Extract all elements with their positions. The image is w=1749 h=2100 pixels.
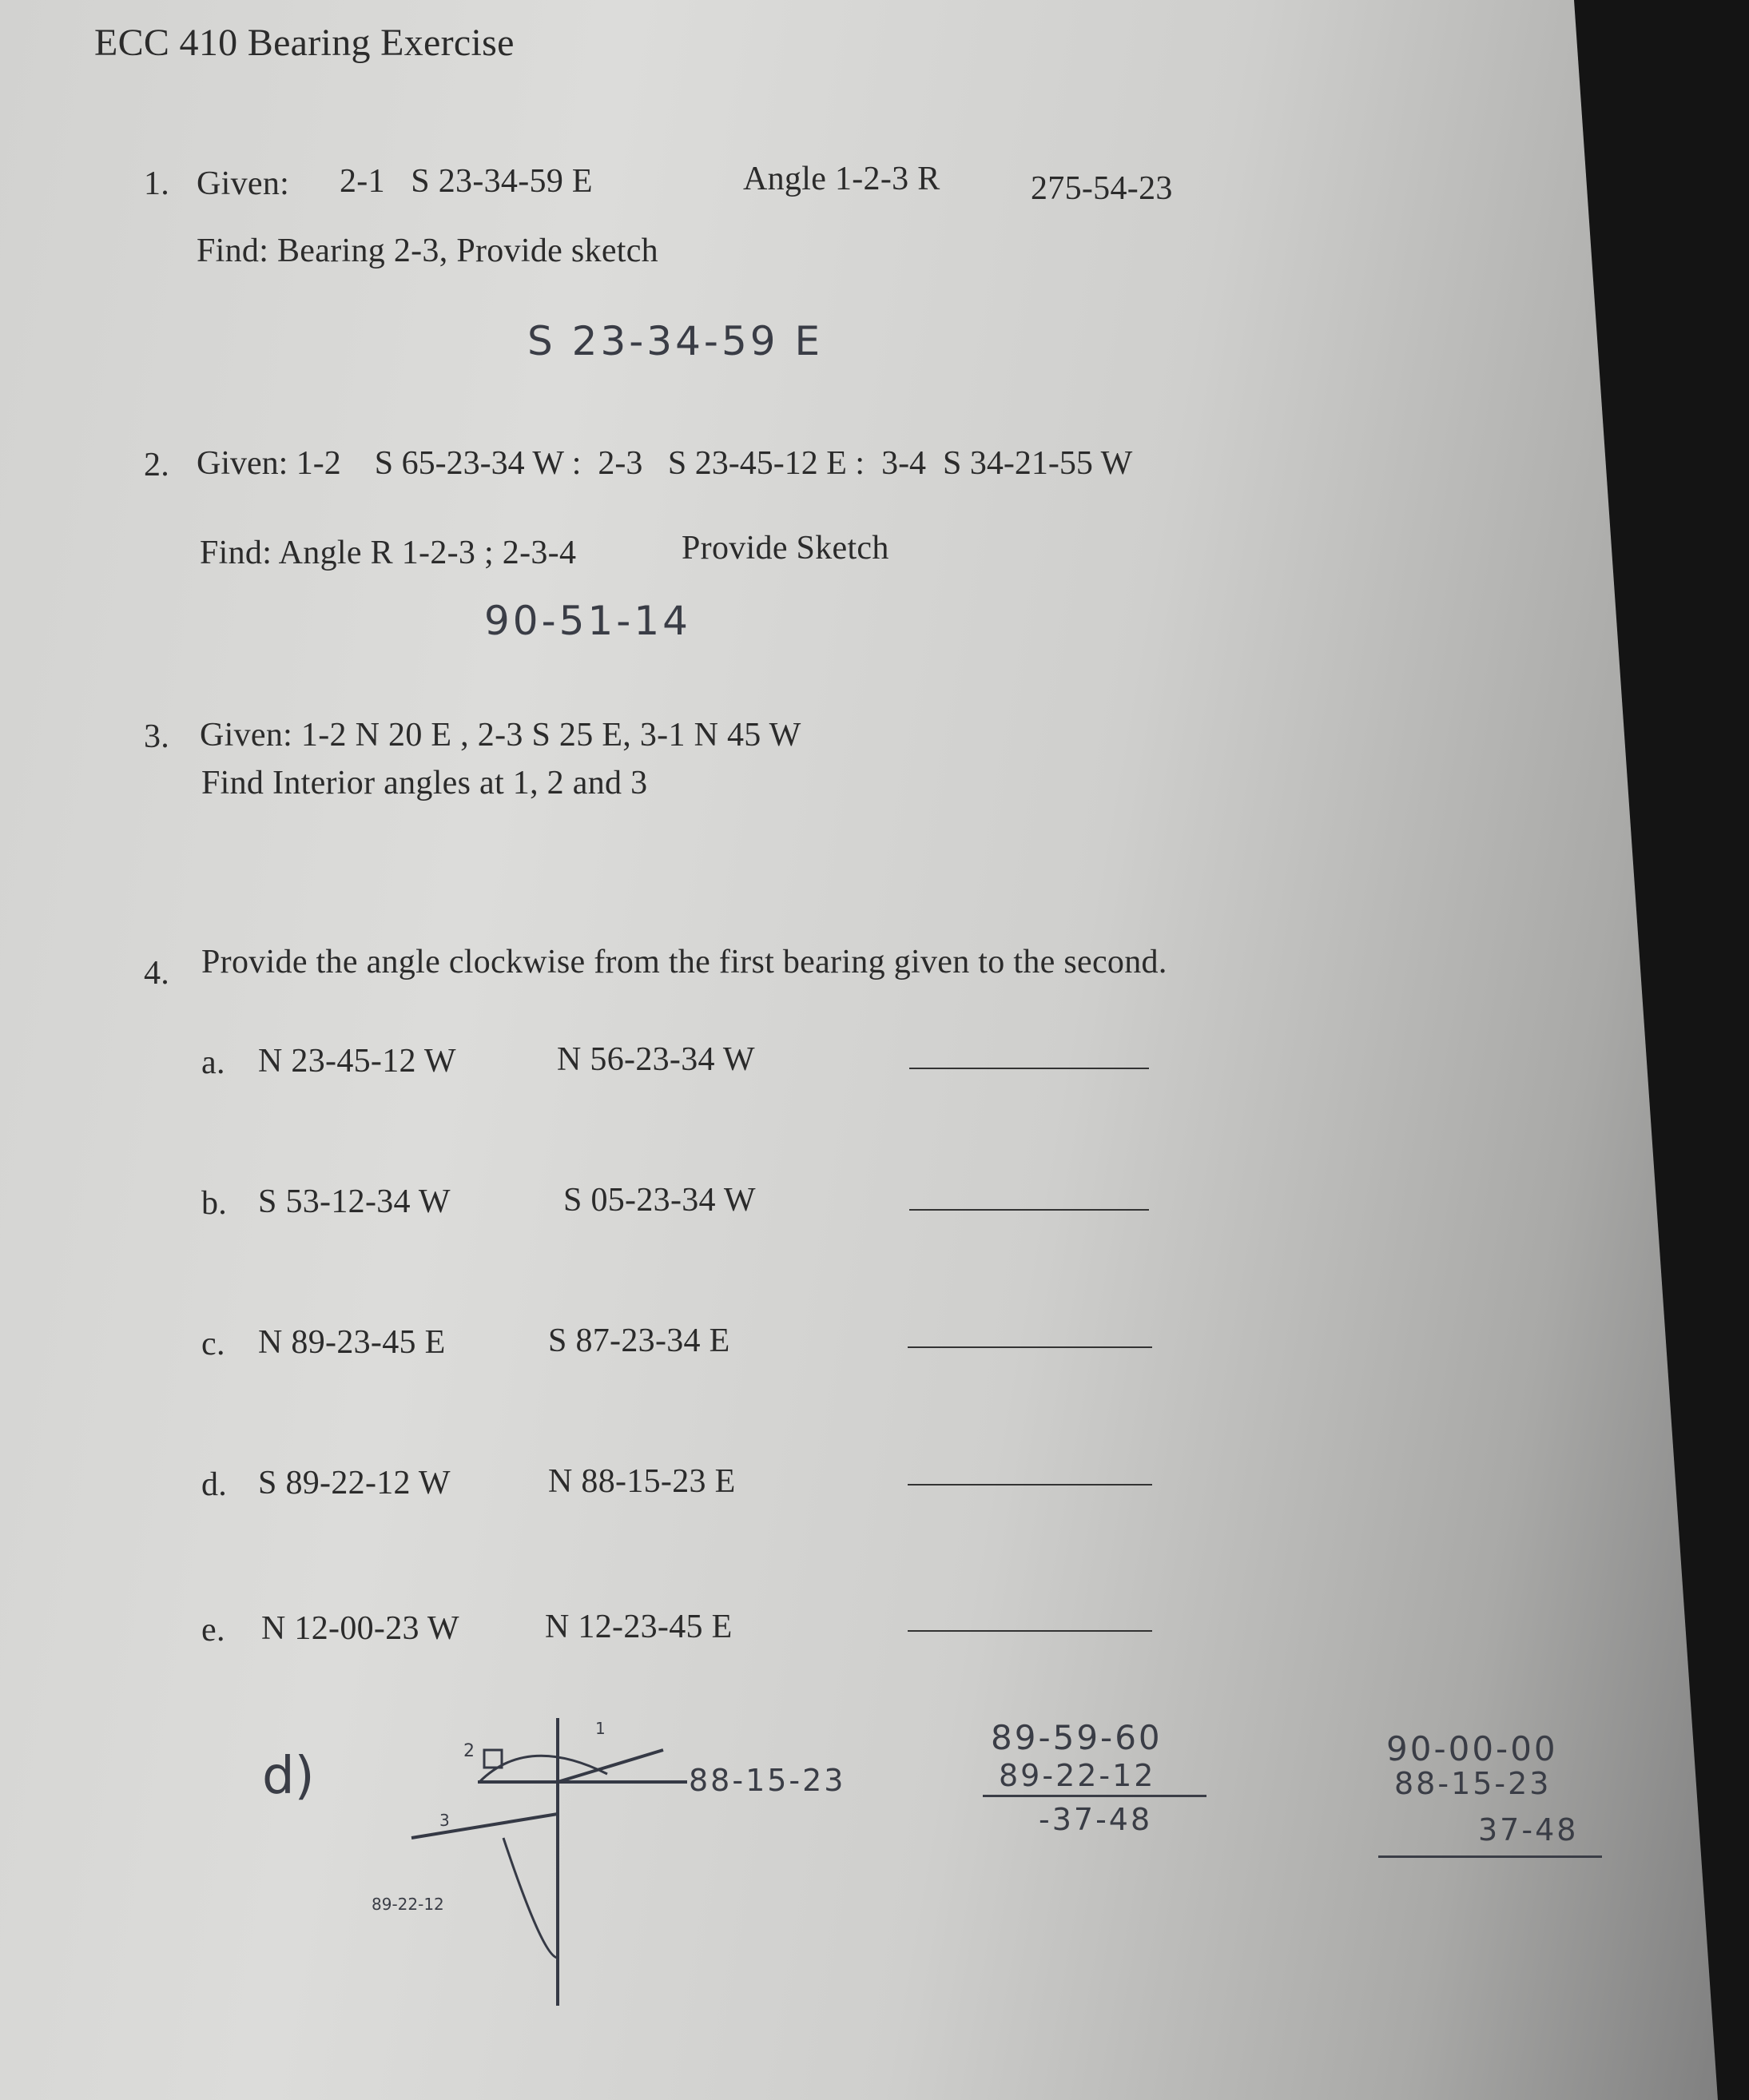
q2-handwritten-answer: 90-51-14	[484, 598, 691, 644]
q4-answer-blank[interactable]	[908, 1630, 1152, 1632]
q2-number: 2.	[144, 447, 170, 483]
q1-number: 1.	[144, 165, 170, 202]
q4-item-second: N 12-23-45 E	[545, 1609, 733, 1645]
q4-item-first: S 89-22-12 W	[258, 1465, 451, 1501]
calc2-divider	[1378, 1855, 1602, 1858]
calc2-line2: 88-15-23	[1394, 1766, 1552, 1801]
q3-find: Find Interior angles at 1, 2 and 3	[201, 765, 648, 801]
q2-given: Given: 1-2 S 65-23-34 W : 2-3 S 23-45-12 E : 3-4 S 34-21-55 W	[197, 445, 1133, 482]
q4-item-second: N 88-15-23 E	[548, 1463, 736, 1500]
q1-given-line: 2-1 S 23-34-59 E	[340, 163, 593, 200]
q4-answer-blank[interactable]	[908, 1484, 1152, 1486]
q1-angle-value: 275-54-23	[1031, 170, 1173, 207]
q4-number: 4.	[144, 955, 170, 992]
q4-item-first: N 23-45-12 W	[258, 1043, 456, 1080]
q1-find: Find: Bearing 2-3, Provide sketch	[197, 233, 658, 269]
sketch-angle-text: 88-15-23	[689, 1763, 846, 1798]
q2-provide-sketch: Provide Sketch	[682, 530, 889, 567]
sketch-point-label: 2	[463, 1741, 475, 1761]
q4-item-second: S 87-23-34 E	[548, 1322, 730, 1359]
q3-given: Given: 1-2 N 20 E , 2-3 S 25 E, 3-1 N 45 W	[200, 717, 801, 754]
sketch-bearing-line	[558, 1750, 663, 1782]
sketch-point-label: 3	[439, 1811, 450, 1830]
q3-number: 3.	[144, 718, 170, 755]
q4-item-letter: c.	[201, 1326, 225, 1362]
q4-item-second: N 56-23-34 W	[557, 1041, 755, 1078]
q4-prompt: Provide the angle clockwise from the first bearing given to the second.	[201, 944, 1167, 980]
q4-answer-blank[interactable]	[909, 1068, 1149, 1069]
calc1-line2: 89-22-12	[999, 1758, 1156, 1793]
sketch-angle-arc	[503, 1838, 558, 1958]
calc2-result: 37-48	[1478, 1812, 1579, 1847]
q4-item-first: N 89-23-45 E	[258, 1324, 446, 1361]
q1-given-label: Given:	[197, 165, 290, 202]
q2-find: Find: Angle R 1-2-3 ; 2-3-4	[200, 535, 577, 571]
q4-item-letter: e.	[201, 1612, 225, 1649]
q4-item-letter: d.	[201, 1466, 228, 1503]
q1-handwritten-answer: S 23-34-59 E	[527, 318, 824, 364]
calc1-divider	[983, 1795, 1206, 1797]
sketch-angle-arc	[479, 1756, 607, 1782]
work-label: d)	[262, 1747, 315, 1806]
q4-answer-blank[interactable]	[909, 1209, 1149, 1211]
q4-item-letter: b.	[201, 1185, 228, 1222]
calc2-line1: 90-00-00	[1386, 1729, 1558, 1768]
sketch-bearing-line	[411, 1814, 558, 1838]
sketch-right-angle-mark	[484, 1750, 502, 1768]
calc1-result: -37-48	[1039, 1802, 1153, 1837]
q4-item-first: N 12-00-23 W	[261, 1610, 459, 1647]
calc1-line1: 89-59-60	[991, 1718, 1163, 1757]
bearing-sketch	[240, 1718, 687, 2022]
q4-item-first: S 53-12-34 W	[258, 1183, 451, 1220]
sketch-point-label: 1	[595, 1719, 606, 1738]
q4-item-letter: a.	[201, 1044, 225, 1081]
page-title: ECC 410 Bearing Exercise	[94, 22, 515, 64]
q1-angle: Angle 1-2-3 R	[743, 161, 940, 197]
q4-item-second: S 05-23-34 W	[563, 1182, 756, 1219]
q4-answer-blank[interactable]	[908, 1346, 1152, 1348]
sketch-angle-label: 89-22-12	[372, 1895, 444, 1914]
